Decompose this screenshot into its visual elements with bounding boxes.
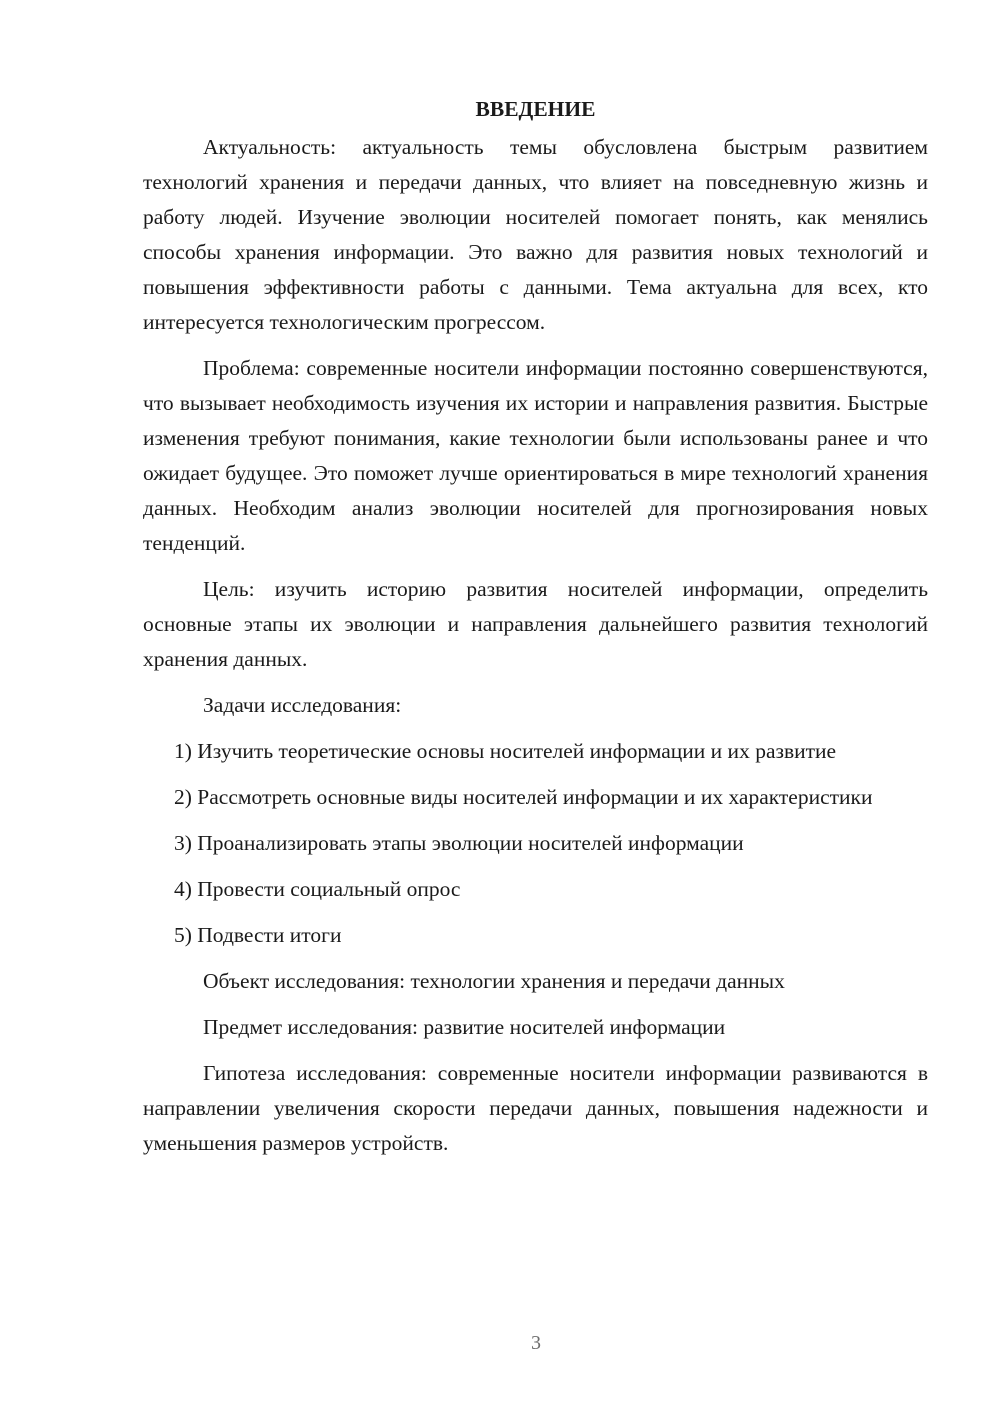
document-page	[143, 92, 928, 1172]
page-number: 3	[531, 1332, 541, 1354]
tasks-heading: Задачи исследования:	[203, 693, 402, 717]
hypothesis-paragraph: Гипотеза исследования: современные носители информации развиваются в направлении увеличения скорости передачи данных, повышения надежности и уменьшения размеров устройств.	[143, 1061, 928, 1155]
relevance-paragraph: Актуальность: актуальность темы обусловлена быстрым развитием технологий хранения и передачи данных, что влияет на повседневную жизнь и работу людей. Изучение эволюции носителей помогает понять, как менялись способы хранения информации. Это важно для развития новых технологий и повышения эффективности работы с данными. Тема актуальна для всех, кто интересуется технологическим прогрессом.	[143, 135, 928, 334]
research-object-paragraph: Объект исследования: технологии хранения и передачи данных	[203, 969, 785, 993]
task-item-2: 2) Рассмотреть основные виды носителей информации и их характеристики	[174, 785, 873, 809]
task-item-4: 4) Провести социальный опрос	[174, 877, 461, 901]
task-item-1: 1) Изучить теоретические основы носителей информации и их развитие	[174, 739, 837, 763]
task-item-3: 3) Проанализировать этапы эволюции носителей информации	[174, 831, 744, 855]
problem-paragraph: Проблема: современные носители информации постоянно совершенствуются, что вызывает необходимость изучения их истории и направления развития. Быстрые изменения требуют понимания, какие технологии были использованы ранее и что ожидает будущее. Это поможет лучше ориентироваться в мире технологий хранения данных. Необходим анализ эволюции носителей для прогнозирования новых тенденций.	[143, 356, 928, 555]
research-subject-paragraph: Предмет исследования: развитие носителей информации	[203, 1015, 726, 1039]
task-item-5: 5) Подвести итоги	[174, 923, 342, 947]
section-title: ВВЕДЕНИЕ	[475, 97, 596, 121]
goal-paragraph: Цель: изучить историю развития носителей информации, определить основные этапы их эволюции и направления дальнейшего развития технологий хранения данных.	[143, 577, 928, 671]
